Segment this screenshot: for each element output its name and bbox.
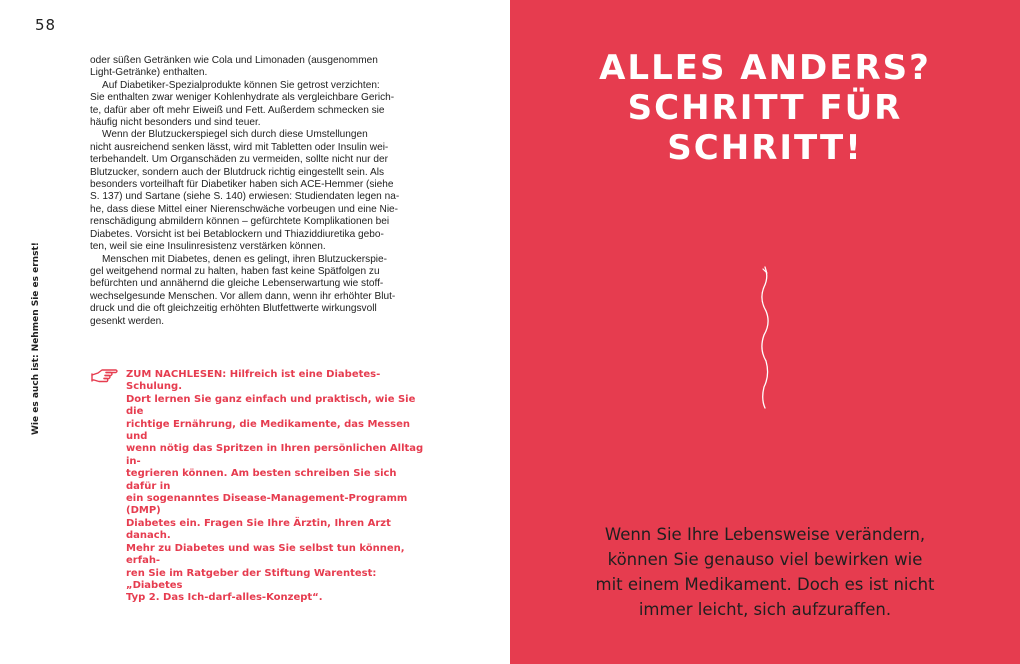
side-label (31, 242, 43, 435)
paragraph: oder süßen Getränken wie Cola und Limonaden (ausgenommen Light-Getränke) enthalten. (90, 55, 378, 79)
paragraph: Menschen mit Diabetes, denen es gelingt, ihren Blutzuckerspie- gel weitgehend normal zu halten, haben fast keine Spätfolgen zu befürchten und annähernd die gleiche Lebenserwartung wie stoff- wechselgesunde Menschen. Vor allem dann, wenn ihr erhöhter Blut- druck und die oft gleichzeitig erhöhten Blutfettwerte wirkungsvoll gesenkt werden. (90, 253, 396, 327)
side-label-text: Wie es auch ist: Nehmen Sie es ernst! (31, 242, 41, 435)
paragraph: Auf Diabetiker-Spezialprodukte können Sie getrost verzichten: Sie enthalten zwar weniger Kohlenhydrate als vergleichbare Gerich- te, dafür aber oft mehr Eiweiß und Fett. Außerdem schmecken sie häufig nicht besonders und sind teuer. (90, 79, 395, 129)
squiggle-line-icon (755, 265, 775, 410)
quote: Wenn Sie Ihre Lebensweise verändern, können Sie genauso viel bewirken wie mit einem Medikament. Doch es ist nicht immer leicht, sich aufzuraffen. (595, 525, 935, 619)
page-number: 58 (35, 16, 57, 34)
right-page (510, 0, 1020, 664)
paragraph: Wenn der Blutzuckerspiegel sich durch diese Umstellungen nicht ausreichend senken lässt, wird mit Tabletten oder Insulin wei- terbehandelt. Um Organschäden zu vermeiden, sollte nicht nur der Blutzucker, sondern auch der Blutdruck richtig eingestellt sein. Als besonders vorteilhaft für Diabetiker haben sich ACE-Hemmer (siehe S. 137) und Sartane (siehe S. 140) erwiesen: Studiendaten legen na- he, dass diese Mittel einer Nierenschwäche vorbeugen und eine Nie- renschädigung abmildern können – gefürchtete Komplikationen bei Diabetes. Vorsicht ist bei Betablockern und Thiaziddiuretika gebo- ten, weil sie eine Insulinresistenz verstärken können. (90, 129, 400, 253)
pointing-hand-icon (90, 366, 120, 388)
body-text (90, 55, 422, 328)
headline: ALLES ANDERS? SCHRITT FÜR SCHRITT! (599, 48, 931, 168)
hint-text: ZUM NACHLESEN: Hilfreich ist eine Diabetes-Schulung. Dort lernen Sie ganz einfach und praktisch, wie Sie die richtige Ernährung, die Medikamente, das Messen und wenn nötig das Spritzen in Ihren persönlichen Alltag in- tegrieren können. Am besten schreiben Sie sich dafür in ein sogenanntes Disease-Management-Programm (DMP) Diabetes ein. Fragen Sie Ihre Ärztin, Ihren Arzt danach. Mehr zu Diabetes und was Sie selbst tun können, erfah- ren Sie im Ratgeber der Stiftung Warentest: „Diabetes Typ 2. Das Ich-darf-alles-Konzept“. (126, 369, 424, 604)
